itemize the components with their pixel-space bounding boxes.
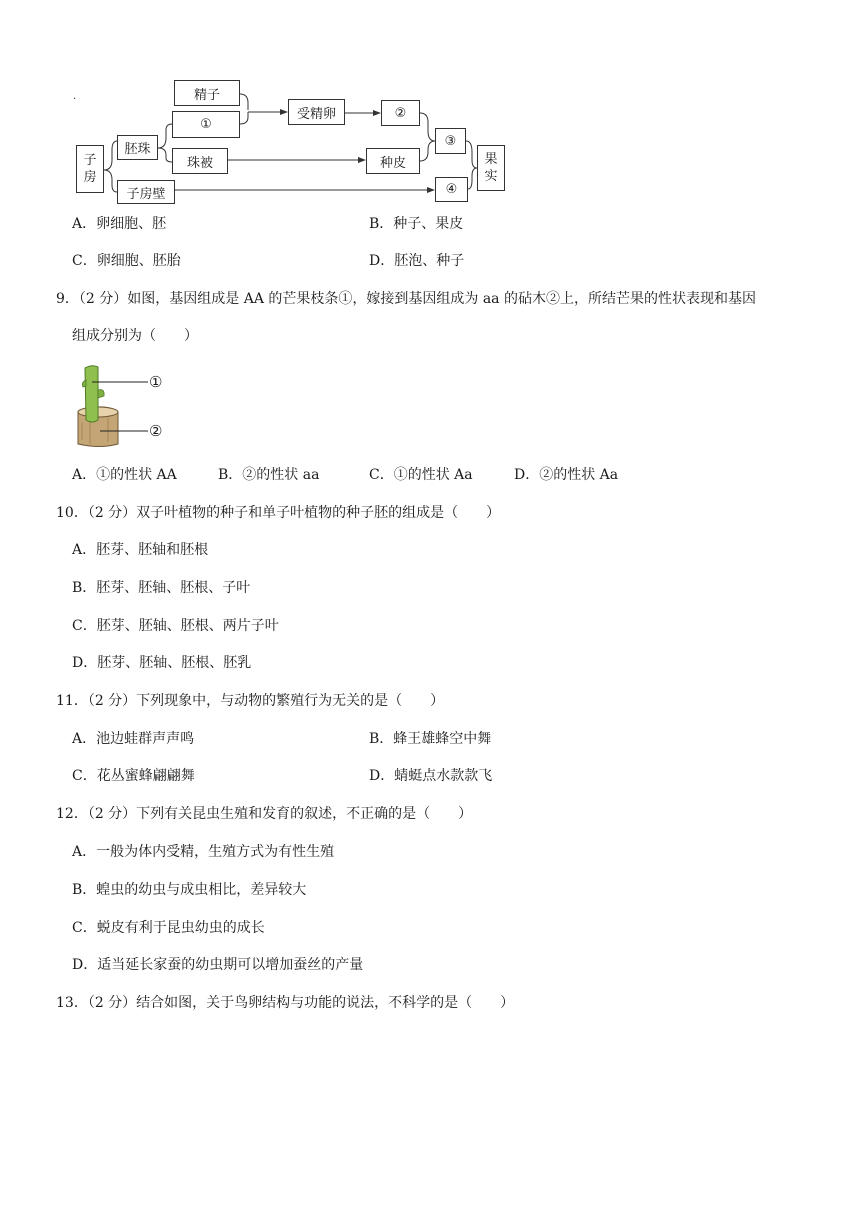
q11-option-b[interactable]: B．蜂王雄蜂空中舞 — [369, 731, 492, 747]
grafting-label-1: ① — [149, 373, 163, 391]
q8-option-b[interactable]: B．种子、果皮 — [369, 216, 464, 232]
q12-option-a[interactable]: A．一般为体内受精，生殖方式为有性生殖 — [72, 844, 335, 860]
q8-option-c[interactable]: C．卵细胞、胚胎 — [72, 253, 181, 269]
q9-option-b[interactable]: B．②的性状 aa — [218, 467, 320, 483]
q11-option-c[interactable]: C．花丛蜜蜂翩翩舞 — [72, 768, 195, 784]
q9-stem-line1: 9．（2 分）如图，基因组成是 AA 的芒果枝条①，嫁接到基因组成为 aa 的砧木②上，所结芒果的性状表现和基因 — [56, 291, 756, 307]
q12-option-b[interactable]: B．蝗虫的幼虫与成虫相比，差异较大 — [72, 882, 307, 898]
box-ovary: 子 房 — [76, 145, 104, 193]
q8-option-d[interactable]: D．胚泡、种子 — [369, 253, 465, 269]
box-seed-coat: 种皮 — [366, 148, 420, 174]
grafting-illustration — [70, 360, 180, 450]
q10-option-d[interactable]: D．胚芽、胚轴、胚根、胚乳 — [72, 655, 252, 671]
box-sperm: 精子 — [174, 80, 240, 106]
q12-option-d[interactable]: D．适当延长家蚕的幼虫期可以增加蚕丝的产量 — [72, 957, 364, 973]
q9-stem-line2: 组成分别为（ ） — [72, 328, 198, 344]
box-fertilized-egg: 受精卵 — [288, 99, 345, 125]
q10-option-b[interactable]: B．胚芽、胚轴、胚根、子叶 — [72, 580, 251, 596]
box-ovary-wall: 子房壁 — [117, 180, 175, 204]
q9-option-d[interactable]: D．②的性状 Aa — [514, 467, 619, 483]
box-ovule: 胚珠 — [117, 135, 158, 160]
q8-option-a[interactable]: A．卵细胞、胚 — [72, 216, 167, 232]
q12-option-c[interactable]: C．蜕皮有利于昆虫幼虫的成长 — [72, 920, 265, 936]
q9-option-a[interactable]: A．①的性状 AA — [72, 467, 177, 483]
q10-option-c[interactable]: C．胚芽、胚轴、胚根、两片子叶 — [72, 618, 279, 634]
box-circle-2: ② — [381, 100, 420, 126]
box-circle-1: ① — [172, 111, 240, 138]
q10-option-a[interactable]: A．胚芽、胚轴和胚根 — [72, 542, 209, 558]
q11-stem: 11．（2 分）下列现象中，与动物的繁殖行为无关的是（ ） — [56, 693, 445, 709]
q12-stem: 12．（2 分）下列有关昆虫生殖和发育的叙述，不正确的是（ ） — [56, 806, 473, 822]
box-integument: 珠被 — [172, 148, 228, 174]
box-fruit: 果 实 — [477, 145, 505, 191]
q11-option-d[interactable]: D．蜻蜓点水款款飞 — [369, 768, 493, 784]
grafting-label-2: ② — [149, 422, 163, 440]
box-circle-4: ④ — [435, 177, 468, 202]
stray-dot: . — [73, 91, 77, 102]
q11-option-a[interactable]: A．池边蛙群声声鸣 — [72, 731, 195, 747]
q9-option-c[interactable]: C．①的性状 Aa — [369, 467, 473, 483]
box-circle-3: ③ — [435, 128, 466, 154]
q13-stem: 13．（2 分）结合如图，关于鸟卵结构与功能的说法，不科学的是（ ） — [56, 995, 515, 1011]
q10-stem: 10．（2 分）双子叶植物的种子和单子叶植物的种子胚的组成是（ ） — [56, 505, 501, 521]
